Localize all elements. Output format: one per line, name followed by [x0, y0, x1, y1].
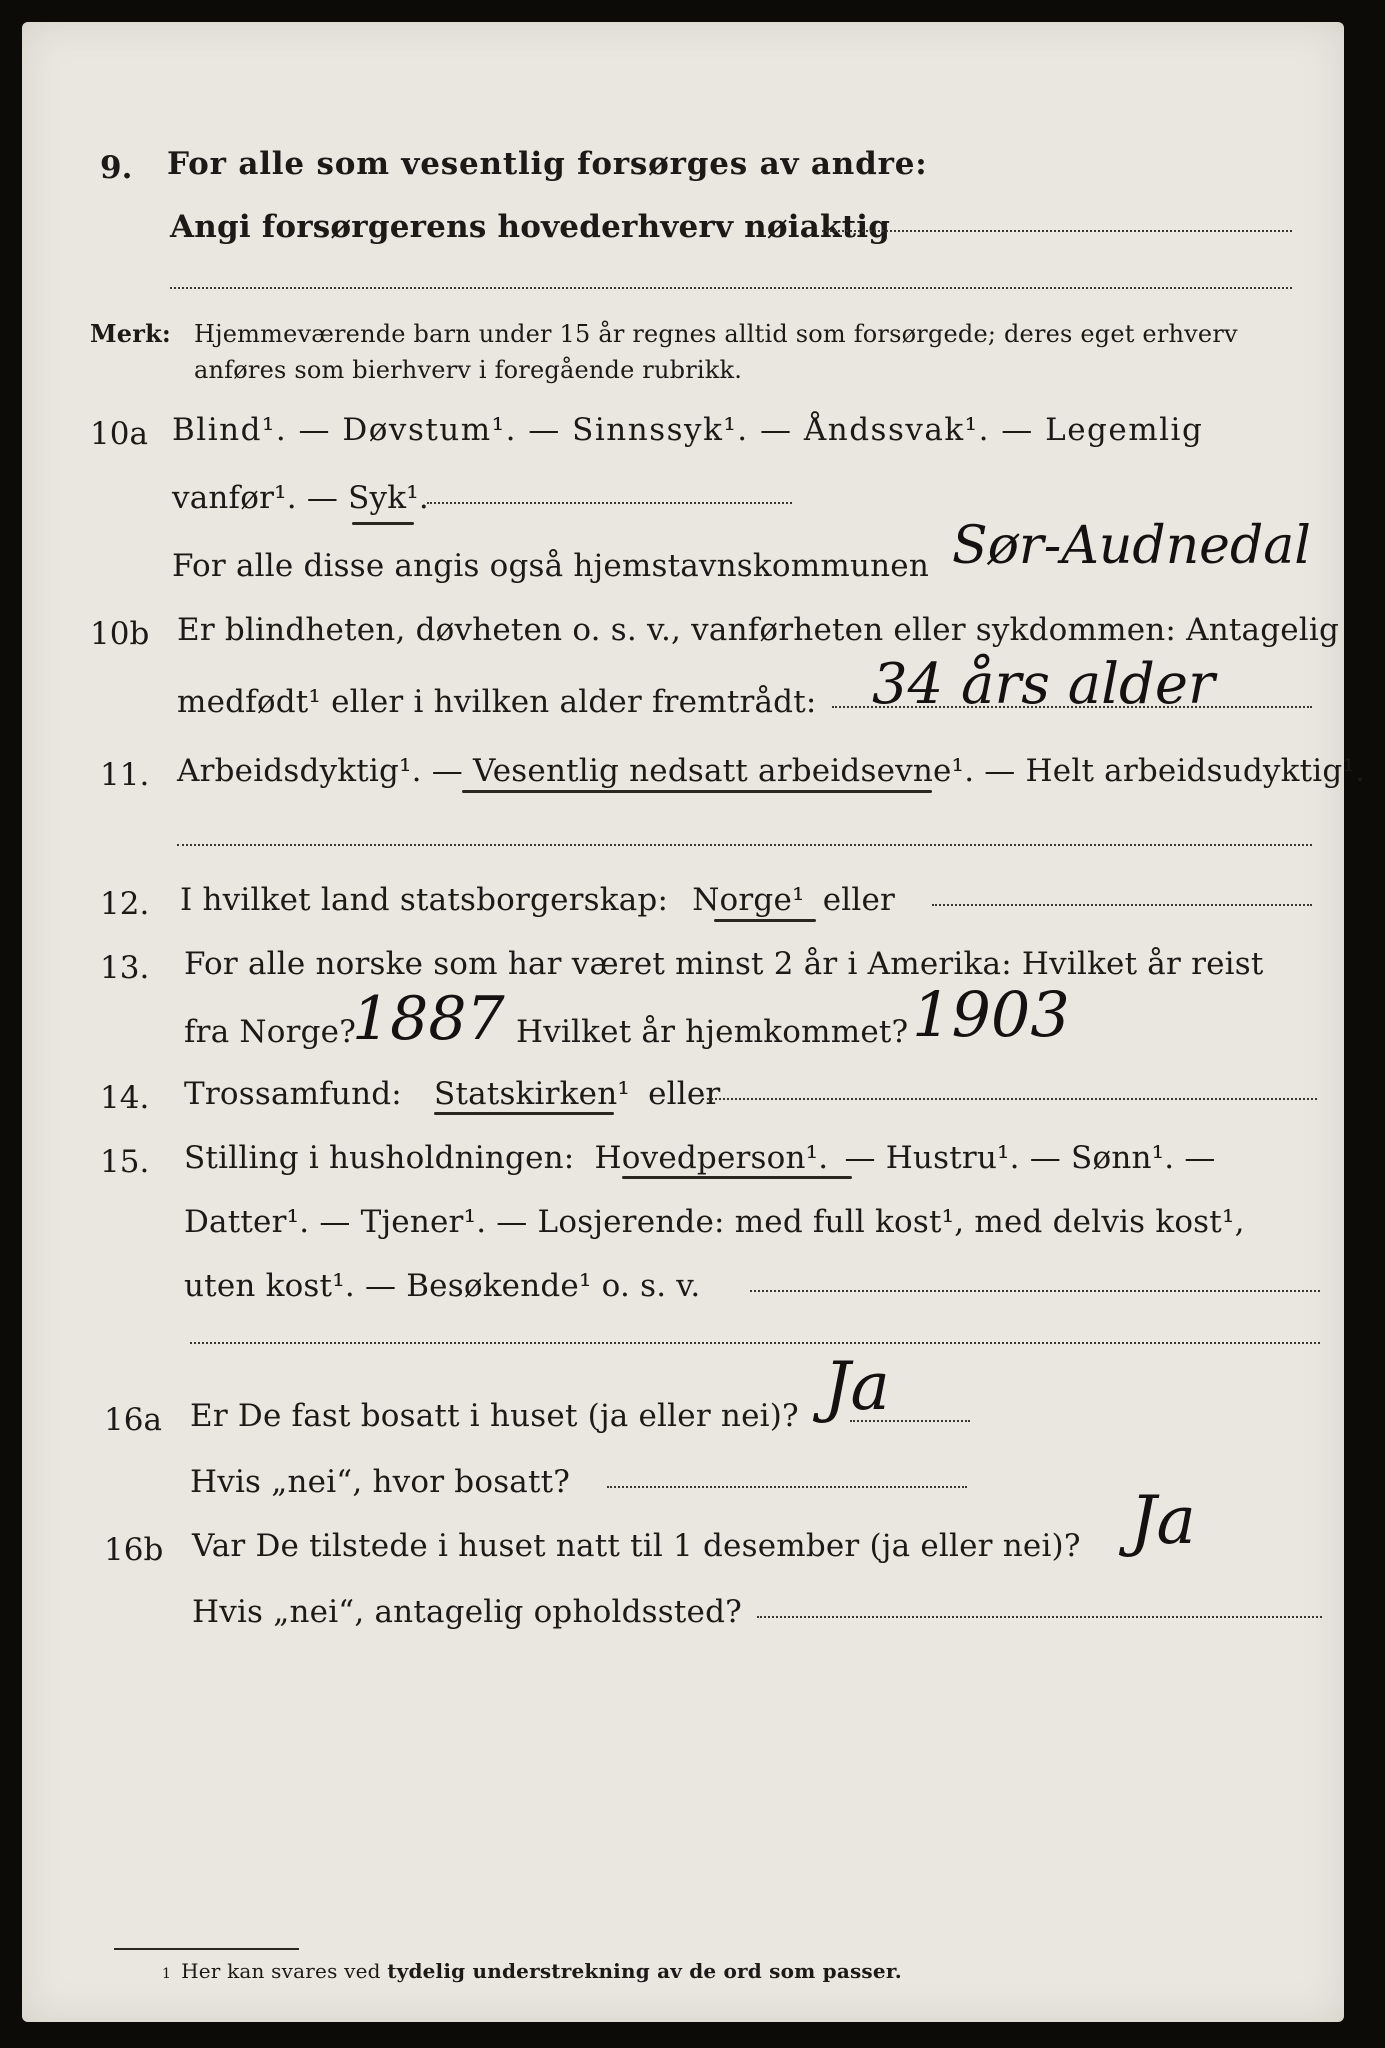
q10a-answer-line[interactable]: [427, 502, 792, 504]
q10b-number: 10b: [90, 616, 150, 652]
nedsatt-underline: [462, 790, 932, 793]
bosatt-answer: Ja: [824, 1348, 890, 1425]
q16b-line2: Hvis „nei“, antagelig opholdssted?: [192, 1594, 742, 1630]
q12-suffix: eller: [822, 882, 896, 918]
q12-answer-line[interactable]: [932, 904, 1312, 906]
hjemstavn-answer: Sør-Audnedal: [952, 516, 1311, 576]
hovedperson-underline: [622, 1176, 852, 1179]
census-form-page: [22, 22, 1366, 2022]
q13-line2a: fra Norge?: [184, 1014, 357, 1050]
q10b-line1: Er blindheten, døvheten o. s. v., vanførheten eller sykdommen: Antagelig: [177, 612, 1340, 648]
footnote-text-a: Her kan svares ved: [181, 1959, 388, 1983]
q15-prefix: Stilling i husholdningen:: [184, 1140, 575, 1176]
q12-norge: Norge¹: [692, 882, 805, 918]
footnote-rule: [114, 1948, 299, 1950]
q15-suffix: — Hustru¹. — Sønn¹. —: [844, 1140, 1216, 1176]
q14-suffix: eller: [648, 1076, 721, 1112]
q16a-bosatt-line[interactable]: [607, 1486, 967, 1488]
q10a-number: 10a: [90, 416, 148, 452]
tilstede-answer: Ja: [1130, 1482, 1196, 1559]
alder-answer: 34 års alder: [872, 652, 1215, 717]
footnote: [162, 1958, 902, 1987]
q14-prefix: Trossamfund:: [184, 1076, 402, 1112]
q13-line1: For alle norske som har været minst 2 år i Amerika: Hvilket år reist: [184, 946, 1264, 982]
q12-number: 12.: [100, 886, 150, 922]
q15-line2: Datter¹. — Tjener¹. — Losjerende: med full kost¹, med delvis kost¹,: [184, 1204, 1245, 1240]
merk-label: Merk:: [90, 319, 171, 348]
q14-statskirken: Statskirken¹: [434, 1076, 630, 1112]
q16a-number: 16a: [104, 1402, 162, 1438]
q15-answer-line[interactable]: [750, 1290, 1320, 1292]
q15-line3: uten kost¹. — Besøkende¹ o. s. v.: [184, 1268, 701, 1304]
statskirken-underline: [434, 1112, 614, 1115]
q10a-syk: Syk¹.: [348, 480, 429, 516]
footnote-mark: 1: [162, 1966, 172, 1982]
q11-nedsatt: Vesentlig nedsatt arbeidsevne¹: [473, 753, 965, 789]
footnote-text-b: tydelig understrekning av de ord som passer.: [387, 1959, 902, 1983]
q11-line: [177, 751, 1365, 791]
q16a-line1: Er De fast bosatt i huset (ja eller nei)?: [190, 1398, 799, 1434]
q10a-vanfor: vanfør¹. —: [172, 480, 349, 516]
norge-underline: [714, 919, 816, 922]
q12-line: [180, 880, 895, 920]
q16b-line1: Var De tilstede i huset natt til 1 desember (ja eller nei)?: [192, 1528, 1081, 1564]
q10a-line2: [172, 478, 429, 518]
q10a-line1: Blind¹. — Døvstum¹. — Sinnssyk¹. — Åndssvak¹. — Legemlig: [172, 412, 1204, 448]
q11-udyktig: . — Helt arbeidsudyktig¹.: [964, 753, 1366, 789]
q9-answer-line-2[interactable]: [170, 287, 1292, 289]
q10a-line3: For alle disse angis også hjemstavnskommunen: [172, 548, 929, 584]
q14-line: [184, 1074, 720, 1114]
q16b-number: 16b: [104, 1532, 164, 1568]
q15-answer-line-2[interactable]: [190, 1342, 1320, 1344]
hjemkommet-answer: 1903: [912, 978, 1070, 1051]
merk-line2: anføres som bierhverv i foregående rubrikk.: [194, 356, 743, 384]
q11-number: 11.: [100, 757, 150, 793]
q9-answer-line[interactable]: [822, 230, 1292, 232]
syk-underline: [352, 522, 414, 525]
q11-answer-line[interactable]: [177, 844, 1312, 846]
q11-arbeidsdyktig: Arbeidsdyktig¹. —: [177, 753, 474, 789]
q14-number: 14.: [100, 1080, 150, 1116]
q13-line2b: Hvilket år hjemkommet?: [516, 1014, 909, 1050]
q15-hovedperson: Hovedperson¹.: [594, 1140, 829, 1176]
q16a-answer-line[interactable]: [850, 1420, 970, 1422]
q9-line1: For alle som vesentlig forsørges av andre:: [167, 146, 928, 182]
merk-line1: Hjemmeværende barn under 15 år regnes alltid som forsørgede; deres eget erhverv: [194, 320, 1238, 348]
q16a-line2: Hvis „nei“, hvor bosatt?: [190, 1464, 571, 1500]
reist-answer: 1887: [352, 984, 505, 1054]
q15-line1: [184, 1138, 1216, 1178]
q9-line2: Angi forsørgerens hovederhverv nøiaktig: [170, 209, 891, 245]
q15-number: 15.: [100, 1144, 150, 1180]
q13-number: 13.: [100, 950, 150, 986]
q9-number: 9.: [100, 150, 133, 186]
q16b-answer-line[interactable]: [757, 1616, 1322, 1618]
q14-answer-line[interactable]: [702, 1098, 1317, 1100]
q12-prefix: I hvilket land statsborgerskap:: [180, 882, 669, 918]
q10b-line2: medfødt¹ eller i hvilken alder fremtrådt:: [177, 684, 817, 720]
